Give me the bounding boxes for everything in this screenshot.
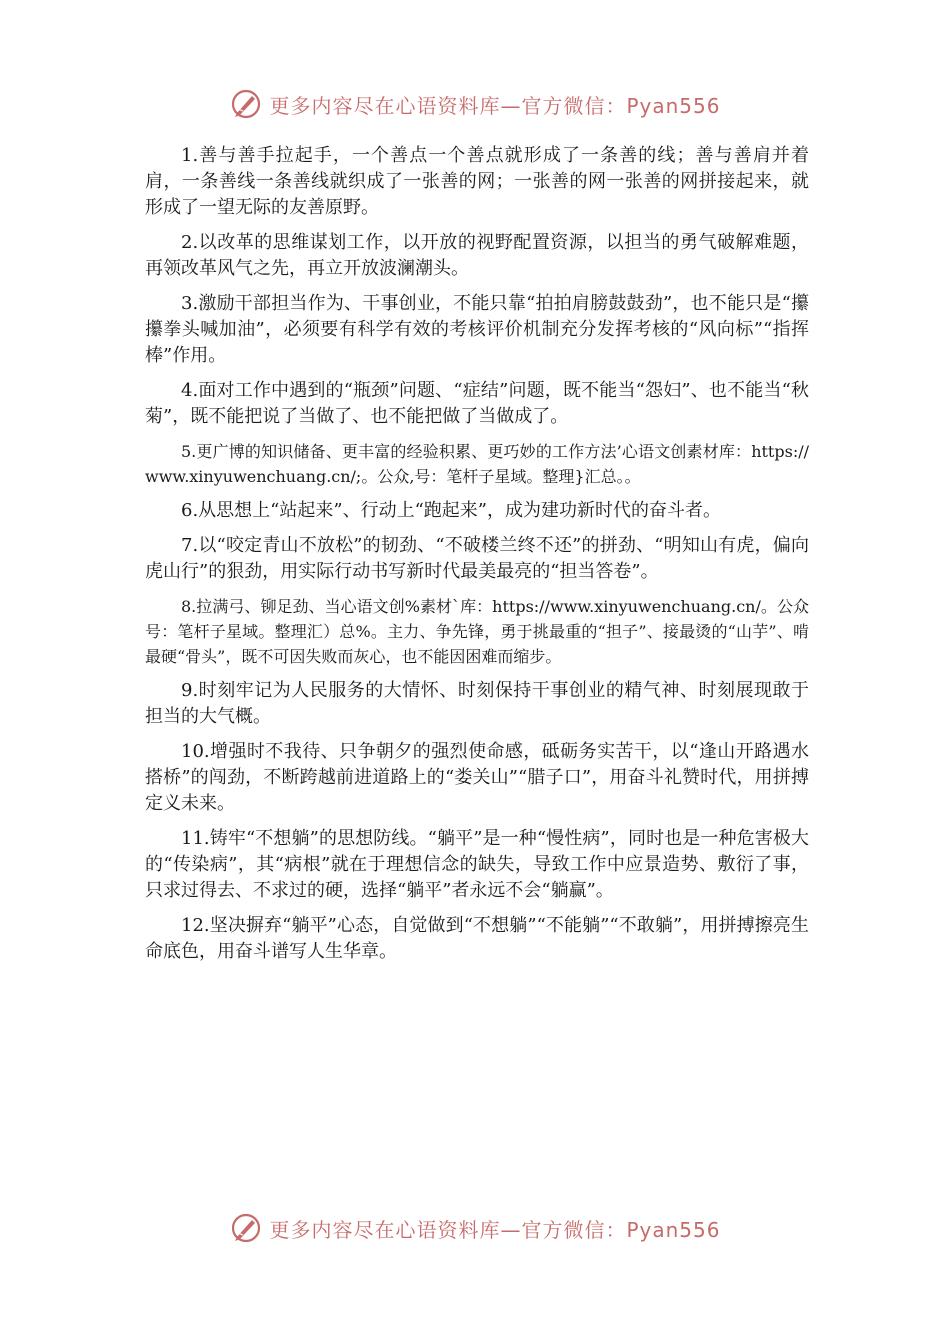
paragraph-12: 12.坚决摒弃“躺平”心态，自觉做到“不想躺”“不能躺”“不敢躺”，用拼搏擦亮生命底色，用奋斗谱写人生华章。 <box>145 915 809 962</box>
paragraph-3: 3.激励干部担当作为、干事创业，不能只靠“拍拍肩膀鼓鼓劲”，也不能只是“攥攥拳头喊加油”，必须要有科学有效的考核评价机制充分发挥考核的“风向标”“指挥棒”作用。 <box>145 293 809 366</box>
paragraph-8: 8.拉满弓、铆足劲、当心语文创%素材`库：https://www.xinyuwenchuang.cn/。公众号：笔杆子星域。整理汇）总%。主力、争先锋，勇于挑最重的“担子”、接最烫的“山芋”、啃最硬“骨头”，既不可因失败而灰心，也不能因困难而缩步。 <box>145 597 809 666</box>
header-banner-inner <box>229 87 720 121</box>
paragraph-10: 10.增强时不我待、只争朝夕的强烈使命感，砥砺务实苦干，以“逢山开路遇水搭桥”的闯劲，不断跨越前进道路上的“娄关山”“腊子口”，用奋斗礼赞时代，用拼搏定义未来。 <box>145 741 809 814</box>
footer-banner-inner <box>229 1211 720 1245</box>
paragraph-2: 2.以改革的思维谋划工作，以开放的视野配置资源，以担当的勇气破解难题，再领改革风气之先，再立开放波澜潮头。 <box>145 232 809 279</box>
document-body <box>145 143 809 974</box>
paragraph-7: 7.以“咬定青山不放松”的韧劲、“不破楼兰终不还”的拼劲、“明知山有虎，偏向虎山行”的狠劲，用实际行动书写新时代最美最亮的“担当答卷”。 <box>145 535 809 582</box>
paragraph-4: 4.面对工作中遇到的“瓶颈”问题、“症结”问题，既不能当“怨妇”、也不能当“秋菊”，既不能把说了当做了、也不能把做了当做成了。 <box>145 380 809 427</box>
header-banner-text: 更多内容尽在心语资料库—官方微信：Pyan556 <box>269 93 721 118</box>
footer-banner <box>0 1208 950 1248</box>
paragraph-9: 9.时刻牢记为人民服务的大情怀、时刻保持干事创业的精气神、时刻展现敢于担当的大气概。 <box>145 680 809 727</box>
pen-logo-icon <box>229 87 263 121</box>
paragraph-11: 11.铸牢“不想躺”的思想防线。“躺平”是一种“慢性病”，同时也是一种危害极大的“传染病”，其“病根”就在于理想信念的缺失，导致工作中应景造势、敷衍了事，只求过得去、不求过的硬，选择“躺平”者永远不会“躺赢”。 <box>145 828 809 901</box>
footer-banner-text: 更多内容尽在心语资料库—官方微信：Pyan556 <box>269 1217 721 1242</box>
paragraph-5: 5.更广博的知识储备、更丰富的经验积累、更巧妙的工作方法’心语文创素材库：https://www.xinyuwenchuang.cn/;。公众,号：笔杆子星域。整理}汇总。。 <box>145 442 809 486</box>
paragraph-6: 6.从思想上“站起来”、行动上“跑起来”，成为建功新时代的奋斗者。 <box>181 500 721 521</box>
paragraph-1: 1.善与善手拉起手，一个善点一个善点就形成了一条善的线；善与善肩并着肩，一条善线一条善线就织成了一张善的网；一张善的网一张善的网拼接起来，就形成了一望无际的友善原野。 <box>145 145 809 218</box>
header-banner <box>0 84 950 124</box>
pen-logo-icon <box>229 1211 263 1245</box>
